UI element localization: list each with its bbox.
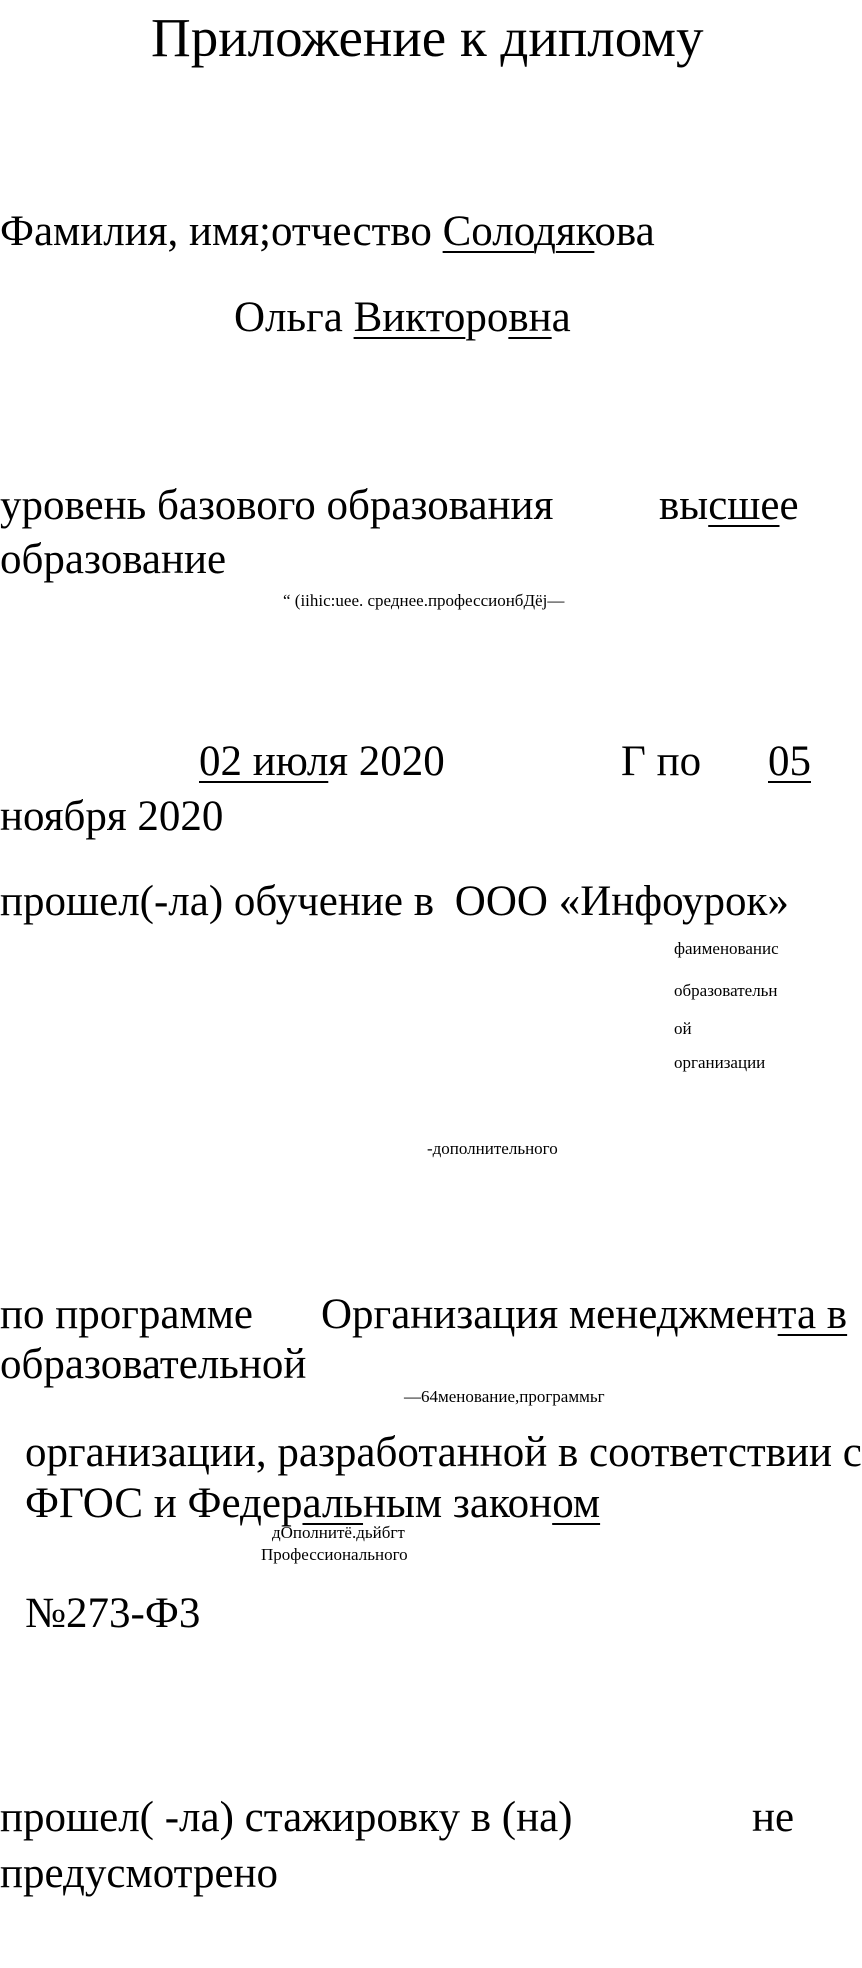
fio-name-line [234, 296, 571, 339]
education-value-line2: образование [0, 536, 227, 583]
education-hint: “ (iihic:uee. среднее.профессионбДёј— [283, 591, 565, 610]
program-hint2-line2: Профессионального [261, 1545, 408, 1564]
education-label: уровень базового образования [0, 482, 554, 529]
program-value: Организация менеджмента в [321, 1291, 848, 1338]
education-value: высшее [659, 482, 799, 529]
org-extra-hint: -дополнительного [427, 1139, 558, 1158]
internship-value-line2: предусмотрено [0, 1850, 279, 1897]
org-line [0, 880, 789, 923]
program-hint2-line1: дОполнитё.дьйбгт [272, 1523, 405, 1542]
org-hint-1: фаименованис [674, 939, 779, 958]
program-hint: —64менование,программьг [404, 1387, 605, 1406]
document-title: Приложение к диплому [151, 7, 704, 68]
date-to-rest: ноября 2020 [0, 793, 224, 840]
internship-label: прошел( -ла) стажировку в (на) [0, 1794, 573, 1841]
org-hint-4: организации [674, 1053, 766, 1072]
program-value-line2: образовательной [0, 1341, 307, 1388]
date-g-po: Г по [621, 738, 702, 785]
fio-surname: Солодякова [442, 208, 655, 255]
org-label: прошел(-ла) обучение в [0, 878, 435, 925]
fio-first-name: Ольга [234, 294, 343, 341]
program-line4: ФГОС и Федеральным законом [25, 1480, 601, 1527]
org-hint-3: ой [674, 1019, 692, 1038]
fio-line [0, 210, 655, 253]
program-label: по программе [0, 1291, 254, 1338]
fio-label: Фамилия, имя;отчество [0, 208, 432, 255]
date-from: 02 июля 2020 [199, 738, 445, 785]
law-number: №273-Ф3 [25, 1590, 201, 1637]
org-value: ООО «Инфоурок» [454, 878, 789, 925]
date-to-day: 05 [768, 738, 811, 785]
org-hint-2: образовательн [674, 981, 778, 1000]
program-line3: организации, разработанной в соответствии с [25, 1429, 862, 1476]
fio-patronymic: Викторовна [353, 294, 571, 341]
internship-value: не [752, 1794, 795, 1841]
